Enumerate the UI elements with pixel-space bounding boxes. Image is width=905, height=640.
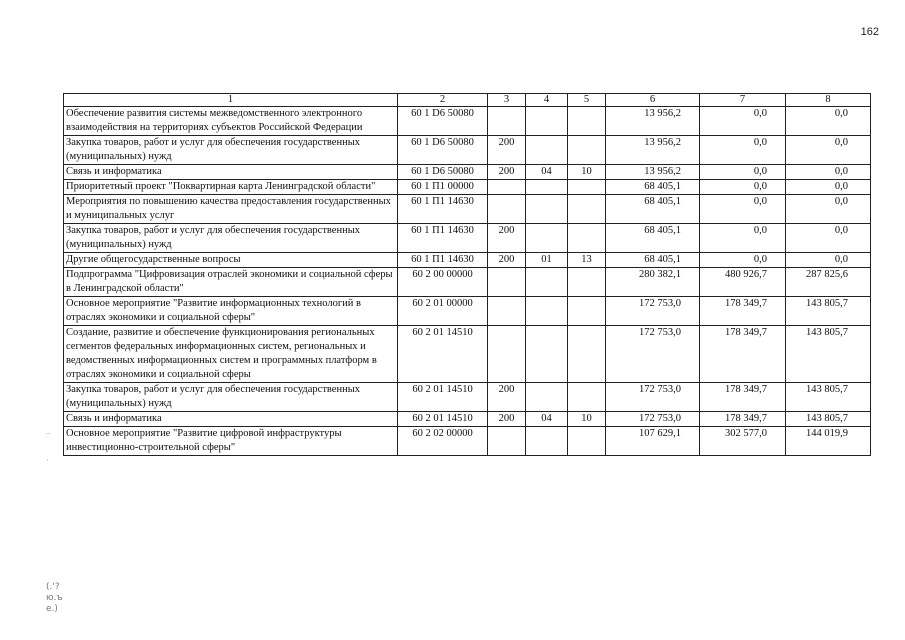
- cell-year-2: 0,0: [700, 180, 786, 195]
- cell-year-2: 0,0: [700, 165, 786, 180]
- cell-subsection: [568, 224, 606, 253]
- cell-subsection: [568, 383, 606, 412]
- cell-year-3: 0,0: [786, 107, 871, 136]
- cell-name: Закупка товаров, работ и услуг для обеспечения государственных (муниципальных) нужд: [64, 224, 398, 253]
- cell-target-article: 60 1 D6 50080: [398, 165, 488, 180]
- table-row: [64, 107, 871, 136]
- cell-section: [526, 224, 568, 253]
- cell-year-1: 107 629,1: [606, 427, 700, 456]
- header-cell-8: 8: [786, 94, 871, 107]
- header-cell-2: 2: [398, 94, 488, 107]
- cell-target-article: 60 2 02 00000: [398, 427, 488, 456]
- table-row: [64, 427, 871, 456]
- cell-target-article: 60 1 П1 00000: [398, 180, 488, 195]
- cell-section: [526, 180, 568, 195]
- cell-section: [526, 195, 568, 224]
- cell-expense-type: 200: [488, 253, 526, 268]
- cell-name: Другие общегосударственные вопросы: [64, 253, 398, 268]
- cell-name: Связь и информатика: [64, 412, 398, 427]
- cell-expense-type: [488, 180, 526, 195]
- cell-year-2: 178 349,7: [700, 326, 786, 383]
- cell-year-3: 143 805,7: [786, 383, 871, 412]
- cell-year-1: 172 753,0: [606, 412, 700, 427]
- cell-section: [526, 136, 568, 165]
- cell-year-3: 0,0: [786, 165, 871, 180]
- cell-subsection: [568, 297, 606, 326]
- cell-year-3: 0,0: [786, 253, 871, 268]
- cell-name: Приоритетный проект "Поквартирная карта Ленинградской области": [64, 180, 398, 195]
- cell-year-2: 178 349,7: [700, 383, 786, 412]
- cell-year-3: 287 825,6: [786, 268, 871, 297]
- cell-year-3: 0,0: [786, 180, 871, 195]
- cell-section: [526, 297, 568, 326]
- cell-target-article: 60 2 01 14510: [398, 383, 488, 412]
- cell-subsection: [568, 107, 606, 136]
- table-row: [64, 412, 871, 427]
- cell-target-article: 60 2 01 14510: [398, 412, 488, 427]
- cell-subsection: [568, 136, 606, 165]
- cell-year-2: 480 926,7: [700, 268, 786, 297]
- cell-year-1: 280 382,1: [606, 268, 700, 297]
- cell-target-article: 60 1 П1 14630: [398, 195, 488, 224]
- cell-expense-type: [488, 268, 526, 297]
- cell-year-1: 68 405,1: [606, 224, 700, 253]
- cell-subsection: [568, 268, 606, 297]
- table-body: [64, 107, 871, 456]
- header-cell-4: 4: [526, 94, 568, 107]
- cell-year-1: 13 956,2: [606, 107, 700, 136]
- cell-expense-type: 200: [488, 136, 526, 165]
- cell-target-article: 60 2 00 00000: [398, 268, 488, 297]
- cell-expense-type: [488, 195, 526, 224]
- header-cell-7: 7: [700, 94, 786, 107]
- cell-subsection: [568, 180, 606, 195]
- cell-year-2: 0,0: [700, 136, 786, 165]
- table-row: [64, 195, 871, 224]
- cell-section: [526, 427, 568, 456]
- cell-section: 04: [526, 412, 568, 427]
- cell-year-3: 0,0: [786, 195, 871, 224]
- cell-year-1: 68 405,1: [606, 253, 700, 268]
- table-row: [64, 180, 871, 195]
- cell-year-1: 172 753,0: [606, 297, 700, 326]
- cell-year-2: 178 349,7: [700, 297, 786, 326]
- cell-expense-type: 200: [488, 165, 526, 180]
- header-cell-6: 6: [606, 94, 700, 107]
- cell-year-2: 178 349,7: [700, 412, 786, 427]
- cell-year-2: 0,0: [700, 253, 786, 268]
- margin-marks: [46, 582, 66, 615]
- scan-dash: –: [46, 428, 51, 438]
- scan-dash: ·: [46, 455, 49, 465]
- cell-subsection: [568, 427, 606, 456]
- cell-name: Основное мероприятие "Развитие цифровой инфраструктуры инвестиционно-строительной сферы": [64, 427, 398, 456]
- cell-subsection: 13: [568, 253, 606, 268]
- cell-year-3: 143 805,7: [786, 326, 871, 383]
- cell-expense-type: 200: [488, 224, 526, 253]
- cell-subsection: 10: [568, 412, 606, 427]
- cell-section: [526, 107, 568, 136]
- cell-name: Основное мероприятие "Развитие информационных технологий в отраслях экономики и социальной сферы": [64, 297, 398, 326]
- cell-name: Создание, развитие и обеспечение функционирования региональных сегментов федеральных информационных систем, региональных и ведомственных информационных систем и программных платформ в отраслях экономики и социальной сферы: [64, 326, 398, 383]
- cell-target-article: 60 1 D6 50080: [398, 136, 488, 165]
- cell-section: [526, 268, 568, 297]
- table-row: [64, 165, 871, 180]
- cell-year-1: 13 956,2: [606, 136, 700, 165]
- header-cell-3: 3: [488, 94, 526, 107]
- table-row: [64, 383, 871, 412]
- cell-subsection: [568, 326, 606, 383]
- cell-name: Обеспечение развития системы межведомственного электронного взаимодействия на территориях субъектов Российской Федерации: [64, 107, 398, 136]
- table-row: [64, 253, 871, 268]
- cell-expense-type: [488, 427, 526, 456]
- header-cell-1: 1: [64, 94, 398, 107]
- table-row: [64, 136, 871, 165]
- table-row: [64, 224, 871, 253]
- cell-name: Мероприятия по повышению качества предоставления государственных и муниципальных услуг: [64, 195, 398, 224]
- header-row: [64, 94, 871, 107]
- cell-year-3: 0,0: [786, 224, 871, 253]
- cell-year-2: 0,0: [700, 224, 786, 253]
- cell-expense-type: 200: [488, 412, 526, 427]
- cell-target-article: 60 2 01 00000: [398, 297, 488, 326]
- cell-target-article: 60 1 П1 14630: [398, 224, 488, 253]
- cell-name: Связь и информатика: [64, 165, 398, 180]
- cell-subsection: 10: [568, 165, 606, 180]
- cell-year-1: 68 405,1: [606, 195, 700, 224]
- cell-subsection: [568, 195, 606, 224]
- cell-year-1: 172 753,0: [606, 383, 700, 412]
- table-row: [64, 326, 871, 383]
- cell-year-3: 144 019,9: [786, 427, 871, 456]
- cell-year-3: 0,0: [786, 136, 871, 165]
- budget-table: [63, 93, 871, 456]
- cell-section: [526, 383, 568, 412]
- cell-year-3: 143 805,7: [786, 297, 871, 326]
- cell-name: Закупка товаров, работ и услуг для обеспечения государственных (муниципальных) нужд: [64, 383, 398, 412]
- margin-mark: (.'?: [46, 582, 60, 592]
- cell-year-1: 13 956,2: [606, 165, 700, 180]
- table-row: [64, 268, 871, 297]
- header-cell-5: 5: [568, 94, 606, 107]
- cell-section: 04: [526, 165, 568, 180]
- margin-mark: e.): [46, 604, 58, 614]
- cell-target-article: 60 2 01 14510: [398, 326, 488, 383]
- cell-year-1: 172 753,0: [606, 326, 700, 383]
- cell-expense-type: [488, 297, 526, 326]
- cell-expense-type: 200: [488, 383, 526, 412]
- cell-year-3: 143 805,7: [786, 412, 871, 427]
- page-number: 162: [860, 26, 879, 38]
- cell-target-article: 60 1 П1 14630: [398, 253, 488, 268]
- cell-section: 01: [526, 253, 568, 268]
- cell-year-2: 0,0: [700, 107, 786, 136]
- cell-year-2: 302 577,0: [700, 427, 786, 456]
- table-row: [64, 297, 871, 326]
- cell-expense-type: [488, 107, 526, 136]
- cell-year-2: 0,0: [700, 195, 786, 224]
- margin-mark: ю.ъ: [46, 593, 63, 603]
- cell-year-1: 68 405,1: [606, 180, 700, 195]
- cell-name: Подпрограмма "Цифровизация отраслей экономики и социальной сферы в Ленинградской области": [64, 268, 398, 297]
- cell-section: [526, 326, 568, 383]
- cell-expense-type: [488, 326, 526, 383]
- cell-name: Закупка товаров, работ и услуг для обеспечения государственных (муниципальных) нужд: [64, 136, 398, 165]
- cell-target-article: 60 1 D6 50080: [398, 107, 488, 136]
